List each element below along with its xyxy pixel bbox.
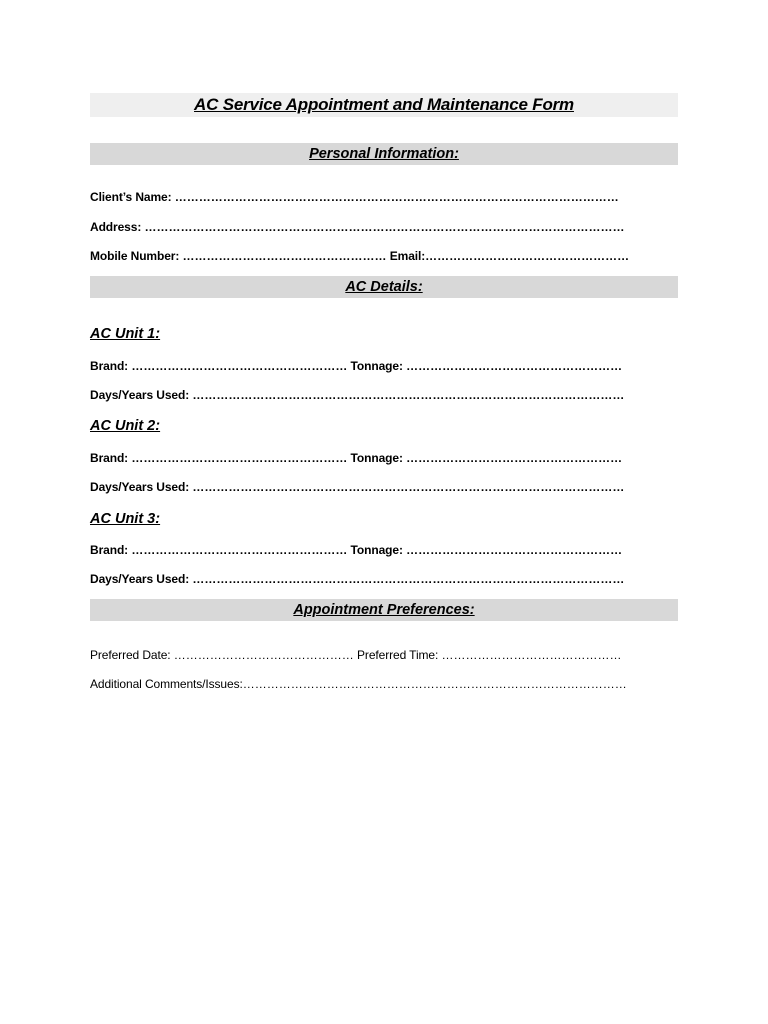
client-name-label: Client’s Name: — [90, 190, 172, 204]
tonnage-label: Tonnage: — [350, 359, 403, 373]
brand-field[interactable]: ……………………………………………… — [131, 543, 348, 557]
mobile-field[interactable]: …………………………………………… — [182, 249, 387, 263]
tonnage-field[interactable]: ……………………………………………… — [406, 359, 623, 373]
mobile-label: Mobile Number: — [90, 249, 180, 263]
address-field[interactable]: ………………………………………………………………………………………………………… — [144, 220, 625, 234]
ac-unit-1-days-row — [90, 387, 624, 403]
client-name-row — [90, 189, 619, 205]
preferred-date-label: Preferred Date: — [90, 648, 171, 662]
days-used-label: Days/Years Used: — [90, 480, 190, 494]
additional-comments-row — [90, 676, 627, 692]
tonnage-label: Tonnage: — [350, 451, 403, 465]
mobile-email-row — [90, 248, 629, 264]
ac-unit-2-heading: AC Unit 2: — [90, 418, 161, 434]
ac-details-section-bar — [90, 276, 678, 298]
tonnage-label: Tonnage: — [350, 543, 403, 557]
ac-details-heading: AC Details: — [90, 276, 678, 298]
ac-unit-2-brand-row — [90, 450, 622, 466]
ac-unit-3-brand-row — [90, 542, 622, 558]
ac-unit-3-days-row — [90, 571, 624, 587]
email-field[interactable]: …………………………………………… — [425, 249, 630, 263]
form-title: AC Service Appointment and Maintenance Form — [90, 93, 678, 117]
days-used-label: Days/Years Used: — [90, 572, 190, 586]
ac-unit-3-heading: AC Unit 3: — [90, 511, 161, 527]
brand-field[interactable]: ……………………………………………… — [131, 451, 348, 465]
client-name-field[interactable]: ………………………………………………………………………………………………… — [174, 190, 619, 204]
personal-info-heading: Personal Information: — [90, 143, 678, 165]
preferred-date-field[interactable]: ……………………………………… — [173, 648, 354, 662]
address-label: Address: — [90, 220, 142, 234]
additional-comments-label: Additional Comments/Issues: — [90, 677, 243, 691]
personal-info-section-bar — [90, 143, 678, 165]
ac-unit-1-heading: AC Unit 1: — [90, 326, 161, 342]
appointment-section-bar — [90, 599, 678, 621]
address-row — [90, 219, 624, 235]
preferred-time-field[interactable]: ……………………………………… — [441, 648, 622, 662]
days-used-field[interactable]: ……………………………………………………………………………………………… — [192, 388, 625, 402]
brand-label: Brand: — [90, 451, 129, 465]
days-used-field[interactable]: ……………………………………………………………………………………………… — [192, 572, 625, 586]
brand-label: Brand: — [90, 359, 129, 373]
ac-unit-1-brand-row — [90, 358, 622, 374]
brand-label: Brand: — [90, 543, 129, 557]
days-used-label: Days/Years Used: — [90, 388, 190, 402]
ac-unit-2-days-row — [90, 479, 624, 495]
tonnage-field[interactable]: ……………………………………………… — [406, 451, 623, 465]
form-title-bar — [90, 93, 678, 117]
tonnage-field[interactable]: ……………………………………………… — [406, 543, 623, 557]
additional-comments-field[interactable]: …………………………………………………………………………………… — [242, 677, 627, 691]
preferred-date-time-row — [90, 647, 621, 663]
days-used-field[interactable]: ……………………………………………………………………………………………… — [192, 480, 625, 494]
brand-field[interactable]: ……………………………………………… — [131, 359, 348, 373]
email-label: Email: — [389, 249, 426, 263]
appointment-heading: Appointment Preferences: — [90, 599, 678, 621]
preferred-time-label: Preferred Time: — [357, 648, 439, 662]
